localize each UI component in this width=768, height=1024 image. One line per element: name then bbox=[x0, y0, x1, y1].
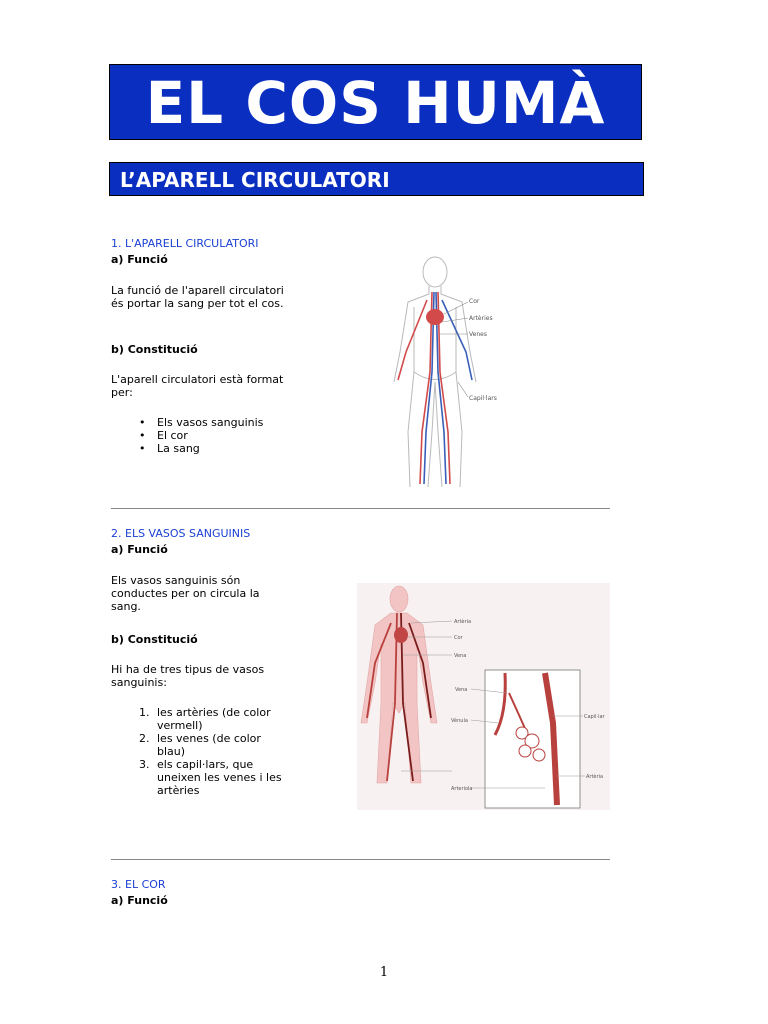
figure-label: Capil·lar bbox=[584, 714, 605, 720]
section-3-heading: 3. EL COR bbox=[111, 878, 166, 891]
figure-label: Vènula bbox=[451, 718, 468, 724]
section-1-list bbox=[111, 416, 263, 455]
figure-label: Vena bbox=[455, 687, 468, 693]
section-2-constitution-text: Hi ha de tres tipus de vasos sanguinis: bbox=[111, 663, 265, 689]
section-2-list bbox=[111, 706, 286, 797]
section-1-function-text: La funció de l'aparell circulatori és portar la sang per tot el cos. bbox=[111, 284, 284, 310]
list-item: • Els vasos sanguinis bbox=[111, 416, 263, 429]
list-item: 1. les artèries (de color vermell) bbox=[139, 706, 271, 732]
figure-label: Venes bbox=[469, 331, 487, 338]
figure-label: Artèria bbox=[454, 619, 472, 625]
section-1-function-label: a) Funció bbox=[111, 253, 168, 266]
figure-label: Vena bbox=[454, 653, 467, 659]
list-item: 3. els capil·lars, que uneixen les venes i les artèries bbox=[139, 758, 282, 797]
figure-label: Artèries bbox=[469, 315, 493, 322]
section-1-constitution-label: b) Constitució bbox=[111, 343, 198, 356]
document-subtitle: L’APARELL CIRCULATORI bbox=[109, 162, 644, 196]
section-2-heading: 2. ELS VASOS SANGUINIS bbox=[111, 527, 251, 540]
document-title: EL COS HUMÀ bbox=[109, 64, 642, 140]
divider bbox=[111, 508, 610, 509]
section-2-function-text: Els vasos sanguinis són conductes per on circula la sang. bbox=[111, 574, 260, 613]
list-item: • El cor bbox=[111, 429, 263, 442]
divider bbox=[111, 859, 610, 860]
figure-label: Cor bbox=[454, 635, 463, 641]
blood-vessels-figure bbox=[357, 583, 610, 810]
figure-label: Capil·lars bbox=[469, 395, 497, 402]
figure-label: Cor bbox=[469, 298, 480, 305]
list-item: 2. les venes (de color blau) bbox=[139, 732, 261, 758]
figure-label: Artèria bbox=[586, 774, 604, 780]
section-3-function-label: a) Funció bbox=[111, 894, 168, 907]
list-item: • La sang bbox=[111, 442, 263, 455]
section-2-function-label: a) Funció bbox=[111, 543, 168, 556]
section-2-constitution-label: b) Constitució bbox=[111, 633, 198, 646]
section-1-heading: 1. L'APARELL CIRCULATORI bbox=[111, 237, 259, 250]
circulatory-system-figure bbox=[380, 252, 510, 497]
page-number: 1 bbox=[379, 965, 389, 980]
figure-label: Arteriola bbox=[451, 786, 473, 792]
section-1-constitution-text: L'aparell circulatori està format per: bbox=[111, 373, 284, 399]
